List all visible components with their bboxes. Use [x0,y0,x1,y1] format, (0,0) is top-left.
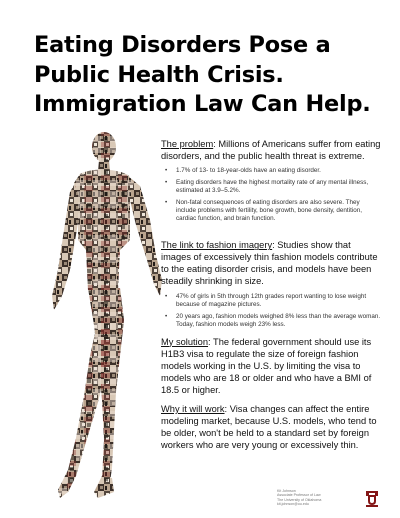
problem-bullet-1: • 1.7% of 13- to 18-year-olds have an eating disorder. [165,167,381,175]
problem-bullet-2: • Eating disorders have the highest mortality rate of any mental illness, estimated at 3.9–5.2%. [165,179,381,195]
author-org: The University of Oklahoma [277,497,322,502]
problem-text: : Millions of Americans suffer from eating disorders, and the public health threat is extreme. [161,139,381,162]
problem-bullet-3: • Non-fatal consequences of eating disorders are also severe. They include problems with fertility, bone growth, bone density, dentition, cardiac function, and brain function. [165,199,381,223]
headline-line-2: Public Health Crisis. [34,61,284,88]
problem-section [161,138,381,223]
poster-body [161,138,381,458]
why-heading: Why it will work [161,404,225,415]
author-name: Kit Johnson [277,489,296,493]
fashion-text: : Studies show that images of excessively thin fashion models contribute to the eating disorder crisis, and models have been steadily shrinking in size. [161,240,378,287]
why-section [161,403,381,451]
headline-line-1: Eating Disorders Pose a [34,32,331,58]
problem-bullets [161,167,381,223]
author-signature-block [277,489,387,511]
solution-heading: My solution [161,336,209,347]
solution-text: : The federal government should use its H1B3 visa to regulate the size of foreign fashion models working in the U.S. by limiting the visa to models who are 18 or older and who have a BMI of 18.5 or higher. [161,336,372,395]
ou-logo-icon [365,490,379,508]
solution-section [161,336,381,396]
author-email: kit.johnson@ou.edu [277,501,309,506]
problem-heading: The problem [161,139,214,149]
fashion-bullet-1: • 47% of girls in 5th through 12th grades report wanting to lose weight because of magazine pictures. [165,293,381,309]
fashion-bullets [161,293,381,329]
headline-line-3: Immigration Law Can Help. [34,91,371,117]
poster-headline [34,31,384,120]
why-text: : Visa changes can affect the entire modeling market, because U.S. models, who tend to be older, won't be held to a standard set by foreign workers who are very young or excessively thin. [161,404,377,451]
author-signature [277,489,357,506]
fashion-bullet-2: • 20 years ago, fashion models weighed 8% less than the average woman. Today, fashion models weigh 23% less. [165,313,381,329]
author-title: Associate Professor of Law [277,493,321,498]
fashion-section [161,239,381,328]
fashion-heading: The link to fashion imagery [161,240,273,251]
